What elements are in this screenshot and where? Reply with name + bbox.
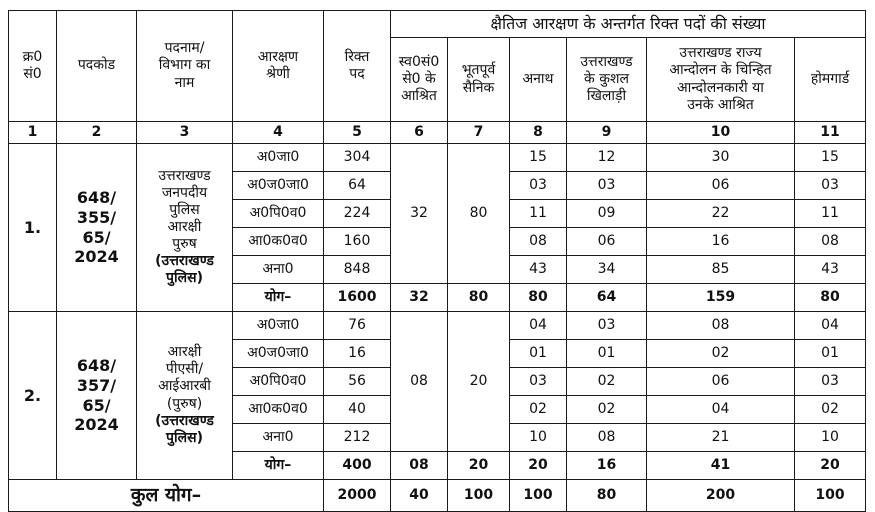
- subtotal-exsvc: 80: [448, 284, 510, 312]
- homeguard-value: 08: [795, 228, 866, 256]
- subtotal-label: योग–: [233, 452, 324, 480]
- header-serial: क्र0 सं0: [9, 11, 57, 122]
- group-post-name-cell: [137, 144, 233, 312]
- group-post-dept: (उत्तराखण्ड पुलिस): [155, 253, 214, 287]
- agitator-value: 04: [647, 396, 795, 424]
- category: अ0पि0व0: [233, 200, 324, 228]
- homeguard-value: 01: [795, 340, 866, 368]
- column-number: 4: [233, 122, 324, 144]
- orphan-value: 43: [510, 256, 567, 284]
- grand-total-freedom: 40: [391, 480, 448, 512]
- category: आ0क0व0: [233, 396, 324, 424]
- orphan-value: 11: [510, 200, 567, 228]
- subtotal-skilled: 16: [567, 452, 647, 480]
- orphan-value: 04: [510, 312, 567, 340]
- subtotal-exsvc: 20: [448, 452, 510, 480]
- homeguard-value: 02: [795, 396, 866, 424]
- subtotal-agitator: 41: [647, 452, 795, 480]
- grand-total-orphan: 100: [510, 480, 567, 512]
- orphan-value: 02: [510, 396, 567, 424]
- subtotal-label: योग–: [233, 284, 324, 312]
- grand-total-label: कुल योग–: [9, 480, 324, 512]
- homeguard-value: 04: [795, 312, 866, 340]
- grand-total-homeguard: 100: [795, 480, 866, 512]
- skilled-value: 02: [567, 396, 647, 424]
- skilled-value: 34: [567, 256, 647, 284]
- vacancies: 40: [324, 396, 391, 424]
- header-horizontal-title: क्षैतिज आरक्षण के अन्तर्गत रिक्त पदों की संख्या: [391, 11, 866, 38]
- group-post-name-cell: [137, 312, 233, 480]
- orphan-value: 01: [510, 340, 567, 368]
- grand-total-exsvc: 100: [448, 480, 510, 512]
- agitator-value: 16: [647, 228, 795, 256]
- group-serial: 2.: [9, 312, 57, 480]
- agitator-value: 06: [647, 172, 795, 200]
- header-ex-serviceman: भूतपूर्व सैनिक: [448, 38, 510, 122]
- skilled-value: 09: [567, 200, 647, 228]
- category: अ0जा0: [233, 312, 324, 340]
- subtotal-orphan: 20: [510, 452, 567, 480]
- header-state-agitator: उत्तराखण्ड राज्य आन्दोलन के चिन्हित आन्दोलनकारी या उनके आश्रित: [647, 38, 795, 122]
- vacancies: 56: [324, 368, 391, 396]
- subtotal-vacancies: 1600: [324, 284, 391, 312]
- header-skilled-player: उत्तराखण्ड के कुशल खिलाड़ी: [567, 38, 647, 122]
- skilled-value: 02: [567, 368, 647, 396]
- freedom-fighter-value: 32: [391, 144, 448, 284]
- column-number: 9: [567, 122, 647, 144]
- skilled-value: 06: [567, 228, 647, 256]
- skilled-value: 12: [567, 144, 647, 172]
- agitator-value: 21: [647, 424, 795, 452]
- orphan-value: 08: [510, 228, 567, 256]
- agitator-value: 22: [647, 200, 795, 228]
- header-freedom-fighter: स्व0सं0 से0 के आश्रित: [391, 38, 448, 122]
- header-vacancies: रिक्त पद: [324, 11, 391, 122]
- homeguard-value: 43: [795, 256, 866, 284]
- group-post-code: 648/ 357/ 65/ 2024: [57, 312, 137, 480]
- column-number: 7: [448, 122, 510, 144]
- freedom-fighter-value: 08: [391, 312, 448, 452]
- skilled-value: 08: [567, 424, 647, 452]
- category: अ0ज0जा0: [233, 172, 324, 200]
- header-home-guard: होमगार्ड: [795, 38, 866, 122]
- orphan-value: 03: [510, 172, 567, 200]
- subtotal-freedom: 32: [391, 284, 448, 312]
- grand-total-skilled: 80: [567, 480, 647, 512]
- header-post-name: पदनाम/ विभाग का नाम: [137, 11, 233, 122]
- vacancies: 224: [324, 200, 391, 228]
- skilled-value: 03: [567, 312, 647, 340]
- grand-total-agitator: 200: [647, 480, 795, 512]
- agitator-value: 08: [647, 312, 795, 340]
- homeguard-value: 03: [795, 172, 866, 200]
- group-post-name: आरक्षी पीएसी/ आईआरबी (पुरुष): [158, 344, 211, 412]
- skilled-value: 03: [567, 172, 647, 200]
- ex-serviceman-value: 80: [448, 144, 510, 284]
- homeguard-value: 11: [795, 200, 866, 228]
- group-post-code: 648/ 355/ 65/ 2024: [57, 144, 137, 312]
- category: अना0: [233, 424, 324, 452]
- homeguard-value: 10: [795, 424, 866, 452]
- category: अ0पि0व0: [233, 368, 324, 396]
- category: आ0क0व0: [233, 228, 324, 256]
- header-post-code: पदकोड: [57, 11, 137, 122]
- column-number: 2: [57, 122, 137, 144]
- vacancies: 160: [324, 228, 391, 256]
- column-number: 11: [795, 122, 866, 144]
- orphan-value: 10: [510, 424, 567, 452]
- group-post-name: उत्तराखण्ड जनपदीय पुलिस आरक्षी पुरुष: [158, 167, 211, 253]
- ex-serviceman-value: 20: [448, 312, 510, 452]
- column-number: 6: [391, 122, 448, 144]
- vacancies: 76: [324, 312, 391, 340]
- vacancies: 212: [324, 424, 391, 452]
- subtotal-homeguard: 20: [795, 452, 866, 480]
- grand-total-row: [9, 480, 866, 512]
- homeguard-value: 03: [795, 368, 866, 396]
- vacancy-table: [8, 10, 866, 512]
- subtotal-orphan: 80: [510, 284, 567, 312]
- category: अ0ज0जा0: [233, 340, 324, 368]
- category: अ0जा0: [233, 144, 324, 172]
- agitator-value: 02: [647, 340, 795, 368]
- agitator-value: 06: [647, 368, 795, 396]
- column-number: 1: [9, 122, 57, 144]
- vacancies: 304: [324, 144, 391, 172]
- skilled-value: 01: [567, 340, 647, 368]
- header-reservation-category: आरक्षण श्रेणी: [233, 11, 324, 122]
- table-row: [9, 312, 866, 340]
- subtotal-vacancies: 400: [324, 452, 391, 480]
- agitator-value: 85: [647, 256, 795, 284]
- agitator-value: 30: [647, 144, 795, 172]
- column-number: 8: [510, 122, 567, 144]
- subtotal-freedom: 08: [391, 452, 448, 480]
- group-post-dept: (उत्तराखण्ड पुलिस): [155, 412, 214, 446]
- orphan-value: 03: [510, 368, 567, 396]
- header-orphan: अनाथ: [510, 38, 567, 122]
- column-number: 10: [647, 122, 795, 144]
- subtotal-homeguard: 80: [795, 284, 866, 312]
- homeguard-value: 15: [795, 144, 866, 172]
- vacancies: 16: [324, 340, 391, 368]
- category: अना0: [233, 256, 324, 284]
- orphan-value: 15: [510, 144, 567, 172]
- column-number-row: [9, 122, 866, 144]
- table-row: [9, 144, 866, 172]
- column-number: 3: [137, 122, 233, 144]
- column-number: 5: [324, 122, 391, 144]
- vacancies: 64: [324, 172, 391, 200]
- subtotal-agitator: 159: [647, 284, 795, 312]
- vacancies: 848: [324, 256, 391, 284]
- subtotal-skilled: 64: [567, 284, 647, 312]
- grand-total-vacancies: 2000: [324, 480, 391, 512]
- group-serial: 1.: [9, 144, 57, 312]
